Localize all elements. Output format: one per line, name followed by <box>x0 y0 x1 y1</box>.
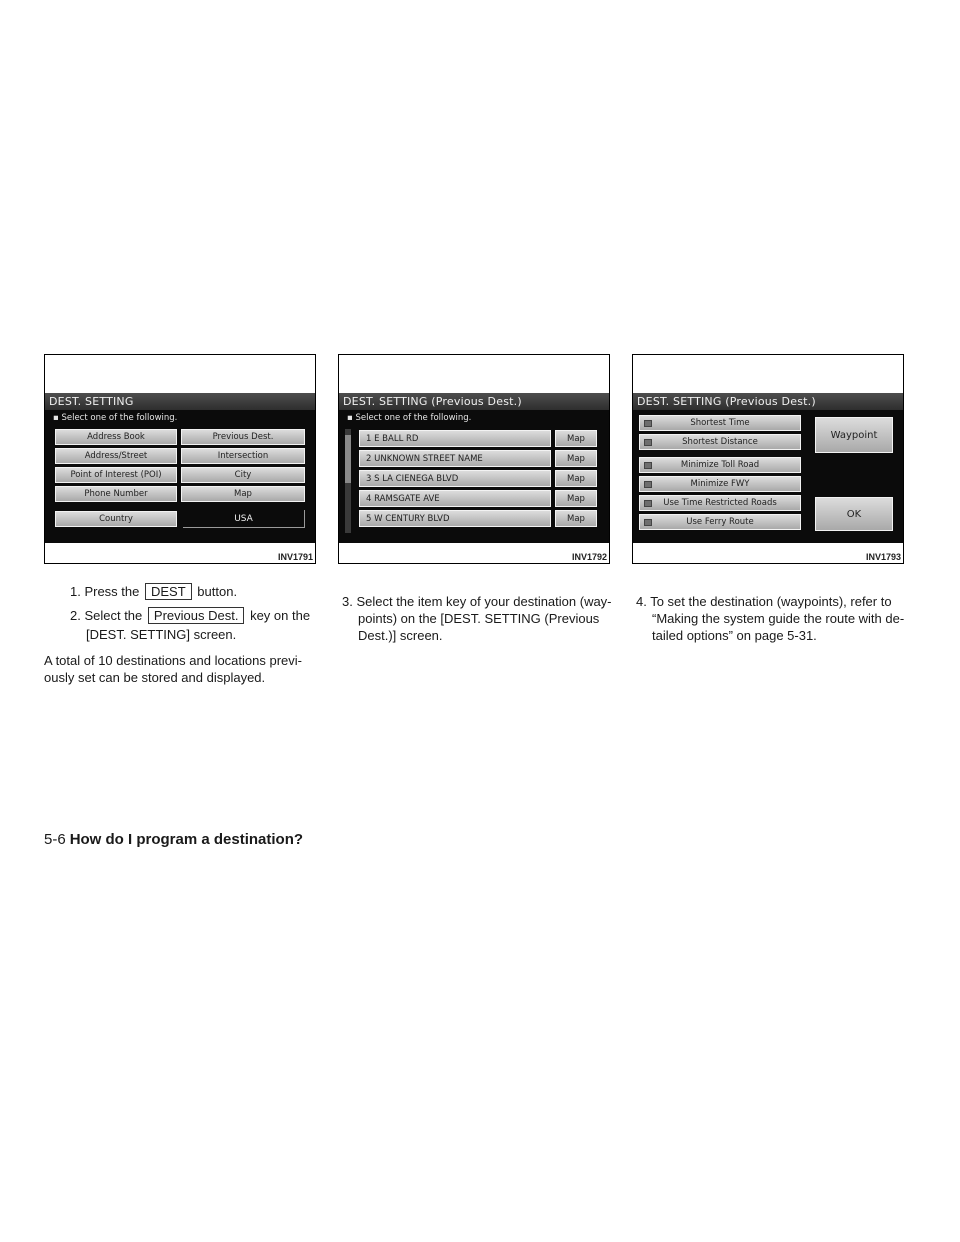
time-restricted-roads-option[interactable] <box>639 495 801 511</box>
step-1-text-end: button. <box>197 584 238 599</box>
option-label: Use Ferry Route <box>686 517 754 527</box>
step-1-text: 1. Press the <box>70 584 140 599</box>
screen-title: DEST. SETTING <box>45 393 315 410</box>
scroll-thumb[interactable] <box>345 435 351 483</box>
map-button[interactable]: Map <box>555 470 597 487</box>
nav-screen <box>633 393 903 543</box>
screen-title: DEST. SETTING (Previous Dest.) <box>339 393 609 410</box>
previous-dest-key: Previous Dest. <box>148 607 245 624</box>
waypoint-button[interactable]: Waypoint <box>815 417 893 453</box>
map-button[interactable]: Map <box>555 450 597 467</box>
step-2-cont: [DEST. SETTING] screen. <box>86 627 237 642</box>
step-1 <box>70 583 237 600</box>
screen-prompt: ▪ Select one of the following. <box>347 413 472 423</box>
option-label: Minimize FWY <box>690 479 750 489</box>
minimize-toll-road-option[interactable] <box>639 457 801 473</box>
ok-button[interactable]: OK <box>815 497 893 531</box>
poi-button[interactable]: Point of Interest (POI) <box>55 467 177 483</box>
option-label: Shortest Time <box>690 418 750 428</box>
indicator-icon <box>644 462 652 469</box>
step-3-line-3: Dest.)] screen. <box>358 628 443 643</box>
section-title: How do I program a destination? <box>69 831 304 848</box>
nav-screen <box>45 393 315 543</box>
figure-route-options <box>632 354 904 564</box>
screen-title: DEST. SETTING (Previous Dest.) <box>633 393 903 410</box>
step-4-line-1: 4. To set the destination (waypoints), refer to <box>636 594 892 609</box>
step-4-line-3: tailed options” on page 5-31. <box>652 628 817 643</box>
map-button[interactable]: Map <box>555 490 597 507</box>
indicator-icon <box>644 500 652 507</box>
step-3-line-2: points) on the [DEST. SETTING (Previous <box>358 611 600 626</box>
address-street-button[interactable]: Address/Street <box>55 448 177 464</box>
country-value: USA <box>183 510 305 528</box>
step-2-text: 2. Select the <box>70 608 143 623</box>
screen-prompt: ▪ Select one of the following. <box>53 413 178 423</box>
address-book-button[interactable]: Address Book <box>55 429 177 445</box>
figure-label: INV1792 <box>571 552 607 562</box>
shortest-time-option[interactable] <box>639 415 801 431</box>
page-number: 5-6 <box>44 831 66 848</box>
list-item[interactable]: 2 UNKNOWN STREET NAME <box>359 450 551 467</box>
minimize-fwy-option[interactable] <box>639 476 801 492</box>
map-button[interactable]: Map <box>181 486 305 502</box>
figure-previous-dest-list <box>338 354 610 564</box>
option-label: Minimize Toll Road <box>680 460 760 470</box>
map-button[interactable]: Map <box>555 510 597 527</box>
list-item[interactable]: 4 RAMSGATE AVE <box>359 490 551 507</box>
indicator-icon <box>644 420 652 427</box>
paragraph-line-2: ously set can be stored and displayed. <box>44 670 266 685</box>
phone-number-button[interactable]: Phone Number <box>55 486 177 502</box>
list-item[interactable]: 1 E BALL RD <box>359 430 551 447</box>
step-4-line-2: “Making the system guide the route with de- <box>652 611 905 626</box>
indicator-icon <box>644 439 652 446</box>
dest-key: DEST <box>145 583 192 600</box>
list-item[interactable]: 3 S LA CIENEGA BLVD <box>359 470 551 487</box>
ferry-route-option[interactable] <box>639 514 801 530</box>
indicator-icon <box>644 481 652 488</box>
step-3-line-1: 3. Select the item key of your destination (way- <box>342 594 612 609</box>
step-2-text-end: key on the <box>250 608 311 623</box>
figure-dest-setting <box>44 354 316 564</box>
list-scrollbar[interactable] <box>345 429 351 533</box>
indicator-icon <box>644 519 652 526</box>
country-button[interactable]: Country <box>55 511 177 527</box>
list-item[interactable]: 5 W CENTURY BLVD <box>359 510 551 527</box>
step-2 <box>70 607 316 624</box>
figure-label: INV1791 <box>277 552 313 562</box>
option-label: Use Time Restricted Roads <box>663 498 777 508</box>
previous-dest-button[interactable]: Previous Dest. <box>181 429 305 445</box>
option-label: Shortest Distance <box>682 437 758 447</box>
page-footer <box>44 831 303 848</box>
nav-screen <box>339 393 609 543</box>
city-button[interactable]: City <box>181 467 305 483</box>
intersection-button[interactable]: Intersection <box>181 448 305 464</box>
figure-label: INV1793 <box>865 552 901 562</box>
shortest-distance-option[interactable] <box>639 434 801 450</box>
paragraph-line-1: A total of 10 destinations and locations previ- <box>44 653 302 668</box>
map-button[interactable]: Map <box>555 430 597 447</box>
